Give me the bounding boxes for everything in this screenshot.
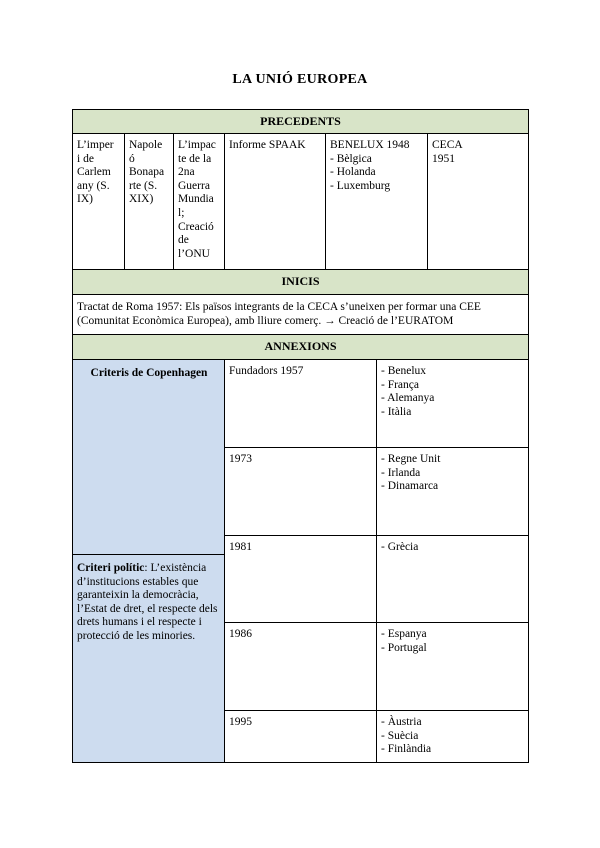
annexion-year: 1995: [224, 710, 377, 763]
criteri-politic-label: Criteri polític: [77, 562, 145, 574]
annexion-countries: - Grècia: [376, 535, 529, 623]
annexion-countries: - Àustria - Suècia - Finlàndia: [376, 710, 529, 763]
criteria-title: Criteris de Copenhagen: [90, 367, 208, 379]
annexion-countries: - Benelux - França - Alemanya - Itàlia: [376, 359, 529, 448]
page-title: LA UNIÓ EUROPEA: [232, 72, 368, 87]
precedent-item: L’imper i de Carlem any (S. IX): [72, 133, 125, 270]
annexion-countries: - Espanya - Portugal: [376, 622, 529, 711]
precedent-item: BENELUX 1948 - Bèlgica - Holanda - Luxemburg: [325, 133, 428, 270]
precedent-item: Napole ó Bonapa rte (S. XIX): [124, 133, 174, 270]
inicis-header: INICIS: [72, 269, 529, 295]
annexion-year: 1981: [224, 535, 377, 623]
precedent-item: Informe SPAAK: [224, 133, 326, 270]
annexion-year: 1986: [224, 622, 377, 711]
annexion-year: Fundadors 1957: [224, 359, 377, 448]
inicis-text: Tractat de Roma 1957: Els països integrants de la CECA s’uneixen per formar una CEE (Comunitat Econòmica Europea), amb lliure comerç. → Creació de l’EURATOM: [72, 294, 529, 335]
criteri-politic: [77, 562, 221, 644]
precedent-item: CECA 1951: [427, 133, 529, 270]
annexions-header: ANNEXIONS: [72, 334, 529, 360]
criteri-politic-text: : L’existència d’institucions estables que garanteixin la democràcia, l’Estat de dret, el respecte dels drets humans i el respecte i protecció de les minories.: [77, 562, 218, 642]
criteria-divider: [73, 554, 224, 555]
precedents-header: PRECEDENTS: [72, 109, 529, 134]
copenhagen-criteria-panel: [72, 359, 225, 763]
precedent-item: L’impac te de la 2na Guerra Mundia l; Creació de l’ONU: [173, 133, 225, 270]
annexion-countries: - Regne Unit - Irlanda - Dinamarca: [376, 447, 529, 536]
annexion-year: 1973: [224, 447, 377, 536]
